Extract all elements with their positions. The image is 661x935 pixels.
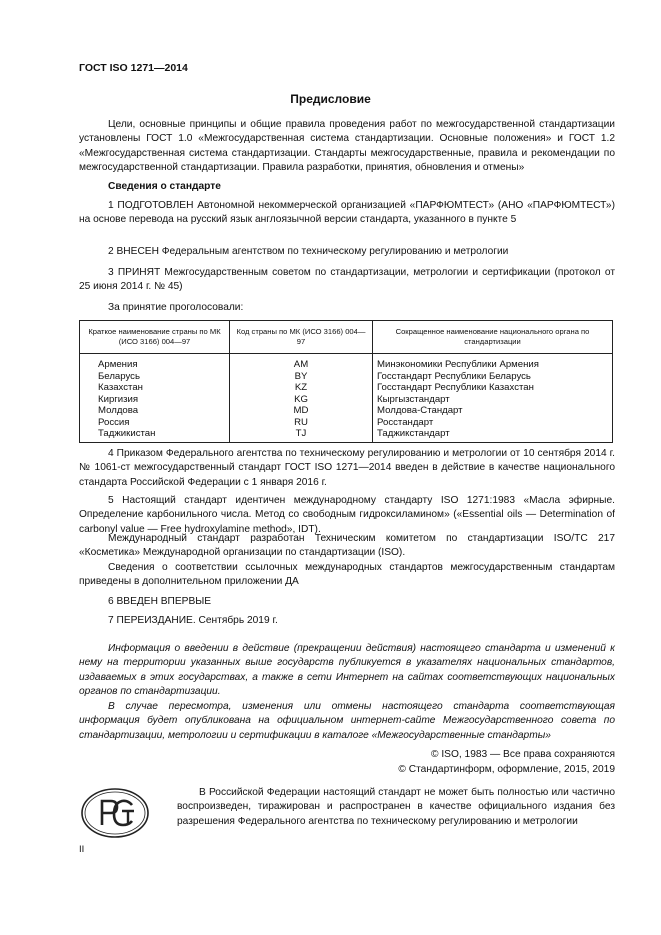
notice-publication-info: Информация о введении в действие (прекращении действия) настоящего стандарта и изменений к нему на территории указанных выше государств публикуется в указателях национальных стандартов, издаваемых в этих государствах, а также в сети Интернет на сайтах соответствующих национальных органов по стандартизации. bbox=[79, 643, 615, 698]
header-country-code: Код страны по МК (ИСО 3166) 004—97 bbox=[230, 321, 373, 354]
country-name: Киргизия bbox=[80, 394, 230, 406]
intro-paragraph: Цели, основные принципы и общие правила проведения работ по межгосударственной стандартизации установлены ГОСТ 1.0 «Межгосударственная система стандартизации. Основные положения» и ГОСТ 1.2 «Межгосударственная система стандартизации. Стандарты межгосударственные, правила и рекомендации по межгосударственной стандартизации. Правила разработки, принятия, обновления и отмены» bbox=[79, 119, 615, 174]
country-code: MD bbox=[230, 405, 373, 417]
page-title: Предисловие bbox=[290, 92, 371, 106]
item-5-developer: Международный стандарт разработан Техническим комитетом по стандартизации ISO/TC 217 «Косметика» Международной организации по стандартизации (ISO). bbox=[79, 533, 615, 559]
national-body: Росстандарт bbox=[377, 416, 434, 428]
item-6-first-introduced: 6 ВВЕДЕН ВПЕРВЫЕ bbox=[108, 596, 212, 607]
country-code: AM bbox=[230, 354, 373, 371]
national-body: Кыргызстандарт bbox=[377, 393, 450, 405]
country-name: Таджикистан bbox=[80, 428, 230, 442]
table-row bbox=[80, 371, 613, 383]
national-body: Таджикстандарт bbox=[377, 428, 450, 439]
document-id-header: ГОСТ ISO 1271—2014 bbox=[79, 62, 188, 74]
copyright-standartinform: © Стандартинформ, оформление, 2015, 2019 bbox=[398, 764, 615, 775]
country-name: Молдова bbox=[80, 405, 230, 417]
table-row bbox=[80, 428, 613, 442]
item-5-references: Сведения о соответствии ссылочных международных стандартов межгосударственным стандартам приведены в дополнительном приложении ДА bbox=[79, 562, 615, 588]
item-7-reissue: 7 ПЕРЕИЗДАНИЕ. Сентябрь 2019 г. bbox=[108, 615, 278, 626]
page-number: II bbox=[79, 844, 85, 855]
country-name: Казахстан bbox=[80, 382, 230, 394]
header-national-body: Сокращенное наименование национального органа по стандартизации bbox=[373, 321, 613, 354]
country-name: Армения bbox=[80, 354, 230, 371]
voting-table bbox=[79, 320, 613, 443]
item-1-prepared: 1 ПОДГОТОВЛЕН Автономной некоммерческой организацией «ПАРФЮМТЕСТ» (АНО «ПАРФЮМТЕСТ») на основе перевода на русский язык англоязычной версии стандарта, указанного в пункте 5 bbox=[79, 200, 615, 226]
national-body: Молдова-Стандарт bbox=[377, 405, 463, 416]
table-row bbox=[80, 417, 613, 429]
standard-info-heading: Сведения о стандарте bbox=[108, 181, 221, 192]
country-code: TJ bbox=[230, 428, 373, 442]
voting-table-header bbox=[80, 321, 613, 354]
country-code: RU bbox=[230, 417, 373, 429]
table-row bbox=[80, 382, 613, 394]
copyright-iso: © ISO, 1983 — Все права сохраняются bbox=[431, 749, 615, 760]
item-4-enacted: 4 Приказом Федерального агентства по техническому регулированию и метрологии от 10 сентября 2014 г. № 1061-ст межгосударственный стандарт ГОСТ ISO 1271—2014 введен в действие в качестве национального стандарта Российской Федерации с 1 января 2016 г. bbox=[79, 448, 615, 488]
country-code: KG bbox=[230, 394, 373, 406]
voted-label: За принятие проголосовали: bbox=[108, 302, 244, 313]
notice-revision-info: В случае пересмотра, изменения или отмены настоящего стандарта соответствующая информация будет опубликована на официальном интернет-сайте Межгосударственного совета по стандартизации, метрологии и сертификации в каталоге «Межгосударственные стандарты» bbox=[79, 701, 615, 741]
country-name: Россия bbox=[80, 417, 230, 429]
table-row bbox=[80, 354, 613, 371]
header-country-name: Краткое наименование страны по МК (ИСО 3166) 004—97 bbox=[80, 321, 230, 354]
rst-logo-icon bbox=[80, 787, 150, 839]
national-body: Госстандарт Республики Казахстан bbox=[377, 382, 534, 393]
national-body: Минэкономики Республики Армения bbox=[377, 359, 539, 370]
country-code: KZ bbox=[230, 382, 373, 394]
item-2-introduced: 2 ВНЕСЕН Федеральным агентством по техническому регулированию и метрологии bbox=[108, 246, 509, 257]
item-3-adopted: 3 ПРИНЯТ Межгосударственным советом по стандартизации, метрологии и сертификации (протокол от 25 июня 2014 г. № 45) bbox=[79, 267, 615, 293]
table-row bbox=[80, 394, 613, 406]
country-name: Беларусь bbox=[80, 371, 230, 383]
country-code: BY bbox=[230, 371, 373, 383]
item-5-identical: 5 Настоящий стандарт идентичен международному стандарту ISO 1271:1983 «Масла эфирные. Определение карбонильного числа. Метод со свободным гидроксиламином» («Essential oils — Determination of carbonyl value — Free hydroxylamine method», IDT). bbox=[79, 495, 615, 535]
rf-reproduction-notice: В Российской Федерации настоящий стандарт не может быть полностью или частично воспроизведен, тиражирован и распространен в качестве официального издания без разрешения Федерального агентства по техническому регулированию и метрологии bbox=[177, 787, 615, 827]
table-row bbox=[80, 405, 613, 417]
national-body: Госстандарт Республики Беларусь bbox=[377, 370, 531, 382]
